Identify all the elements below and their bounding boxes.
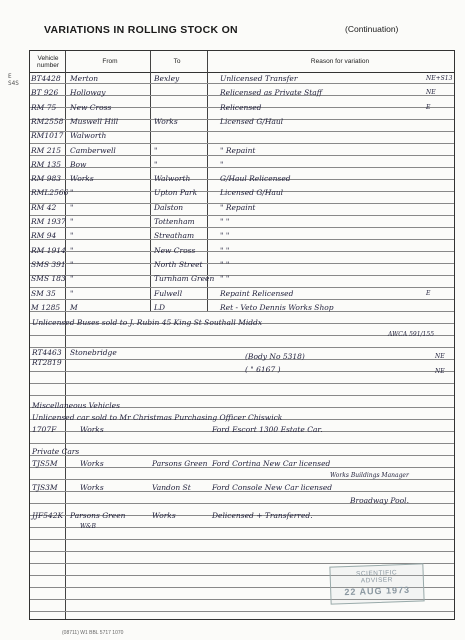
row-note: NE+S13 — [426, 75, 453, 82]
row-from: Walworth — [70, 131, 107, 141]
row-vehicle: RM 215 — [31, 145, 62, 155]
body-note: NE — [435, 353, 445, 360]
row-from: Camberwell — [70, 145, 116, 155]
row-from: M — [70, 302, 78, 312]
row-to: North Street — [154, 259, 203, 269]
row-vehicle: M 1285 — [31, 302, 61, 312]
private-reason: Delicensed + Transferred. — [212, 511, 313, 520]
row-vehicle: SMS 183 — [31, 274, 66, 284]
private-to: Works — [152, 511, 176, 520]
misc-line: Unlicensed car sold to Mr Christmas Purchasing Officer Chiswick — [32, 413, 283, 422]
row-from: Merton — [70, 74, 99, 83]
row-to: New Cross — [154, 245, 196, 255]
row-vehicle: RM 983 — [31, 174, 62, 184]
row-from: " — [70, 217, 74, 226]
private-reason: Ford Cortina New Car licensed — [212, 459, 331, 468]
row-from: " — [70, 231, 74, 241]
received-stamp — [329, 563, 424, 604]
row-reason: " " — [220, 245, 230, 255]
continuation-label: (Continuation) — [345, 24, 399, 34]
row-reason: Relicensed as Private Staff — [220, 88, 323, 98]
row-reason: G/Haul Relicensed — [220, 174, 291, 184]
margin-note: E S4S — [8, 73, 19, 87]
col-from: From — [102, 58, 118, 65]
row-from: " — [70, 259, 74, 269]
body-reason: (Body No 5318) — [245, 352, 305, 361]
private-to: Vandon St — [152, 483, 191, 492]
row-reason: Repaint Relicensed — [220, 288, 294, 298]
row-vehicle: RM 75 — [31, 102, 57, 112]
row-from: " — [70, 288, 74, 298]
row-reason: " — [220, 159, 224, 169]
row-reason: Relicensed — [220, 102, 262, 112]
row-vehicle: SM 35 — [31, 288, 56, 298]
variations-table — [29, 50, 455, 620]
stamp-line-1: SCIENTIFIC — [355, 569, 398, 578]
row-from: " — [70, 188, 74, 198]
ruling-line — [30, 359, 454, 360]
row-to: Fulwell — [154, 288, 183, 298]
private-vehicle: TJS5M — [32, 459, 58, 468]
ruling-line — [30, 299, 454, 300]
divider — [207, 51, 208, 311]
misc-vehicle: 1707F — [32, 425, 57, 434]
misc-from: Works — [80, 425, 104, 434]
col-vehicle-number: Vehicle number — [36, 55, 60, 69]
row-note: E — [426, 103, 431, 111]
ruling-line — [30, 251, 454, 252]
row-from: Muswell Hill — [70, 116, 119, 126]
row-vehicle: SMS 391 — [31, 259, 66, 269]
misc-heading: Miscellaneous Vehicles — [32, 401, 120, 410]
row-vehicle: RM 1914 — [31, 245, 66, 255]
ruling-line — [30, 551, 454, 552]
ruling-line — [30, 611, 454, 612]
row-reason: " " — [220, 217, 230, 226]
private-from: Works — [80, 483, 104, 492]
stamp-date: 22 AUG 1973 — [344, 584, 411, 598]
row-from: " — [70, 245, 74, 255]
row-to: Tottenham — [154, 217, 195, 226]
page-title: VARIATIONS IN ROLLING STOCK ON — [44, 24, 238, 36]
row-to: Turnham Green — [154, 274, 215, 284]
form-footer: (08711) W1 BBL 5717 1070 — [62, 630, 124, 636]
private-to: Parsons Green — [152, 459, 208, 468]
row-to: Streatham — [154, 231, 195, 241]
ruling-line — [30, 455, 454, 456]
private-vehicle: JJF542K — [32, 511, 64, 520]
row-to: Works — [154, 116, 178, 126]
ruling-line — [30, 239, 454, 240]
row-vehicle: RM 94 — [31, 231, 57, 241]
private-reason-2: Broadway Pool. — [350, 496, 409, 505]
body-reason: ( " 6167 ) — [245, 365, 281, 374]
row-reason: Licensed G/Haul — [220, 116, 284, 126]
row-from: Holloway — [70, 88, 106, 98]
col-to: To — [173, 58, 181, 65]
row-from: " — [70, 202, 74, 212]
row-to: Bexley — [154, 74, 180, 83]
row-to: Dalston — [154, 202, 184, 212]
row-from: " — [70, 274, 74, 284]
row-vehicle: RM1017 — [31, 131, 64, 141]
row-from: Bow — [70, 159, 87, 169]
misc-reason: Ford Escort 1300 Estate Car. — [212, 425, 323, 434]
ruling-line — [30, 167, 454, 168]
row-from: New Cross — [70, 102, 112, 112]
row-reason: " " — [220, 259, 230, 269]
row-note: NE — [426, 89, 436, 97]
row-to: Walworth — [154, 174, 191, 184]
ruling-line — [30, 395, 454, 396]
private-from: Parsons Green — [70, 511, 126, 520]
row-to: Upton Park — [154, 188, 198, 198]
body-vehicle: RT4463 — [32, 348, 62, 357]
divider — [150, 51, 151, 311]
private-from-2: W&B — [80, 523, 96, 530]
row-to: LD — [154, 302, 165, 312]
row-vehicle: RM 42 — [31, 202, 57, 212]
private-reason-2: Works Buildings Manager — [330, 472, 409, 479]
body-note: NE — [435, 368, 445, 375]
row-vehicle: BT4428 — [31, 74, 61, 83]
ruling-line — [30, 227, 454, 228]
row-reason: " " — [220, 274, 230, 284]
row-vehicle: BT 926 — [31, 88, 59, 98]
ruling-line — [30, 263, 454, 264]
row-reason: Unlicensed Transfer — [220, 74, 298, 83]
private-vehicle: TJS3M — [32, 483, 58, 492]
row-reason: Licensed G/Haul — [220, 188, 284, 198]
body-from: Stonebridge — [70, 348, 117, 357]
body-vehicle: RT2819 — [32, 358, 62, 367]
private-from: Works — [80, 459, 104, 468]
row-to: " — [154, 159, 158, 169]
row-reason: Ret - Veto Dennis Works Shop — [220, 302, 334, 312]
ruling-line — [30, 275, 454, 276]
ruling-line — [30, 539, 454, 540]
row-vehicle: RM 1937 — [31, 217, 66, 226]
ruling-line — [30, 215, 454, 216]
row-vehicle: RM 135 — [31, 159, 62, 169]
private-reason: Ford Console New Car licensed — [212, 483, 333, 492]
table-header — [30, 51, 454, 73]
row-reason: " " — [220, 231, 230, 241]
ruling-line — [30, 371, 454, 372]
col-reason: Reason for variation — [310, 58, 370, 65]
unlicensed-line: Unlicensed Buses sold to J. Rubin 45 King St Southall Middx — [32, 318, 263, 327]
awca-note: AWCA 591/155 — [388, 331, 435, 338]
ruling-line — [30, 383, 454, 384]
private-heading: Private Cars — [32, 447, 80, 456]
row-vehicle: RML2566 — [31, 188, 69, 198]
row-note: E — [426, 289, 431, 297]
row-reason: " Repaint — [220, 202, 256, 212]
stamp-line-2: ADVISER — [360, 576, 394, 585]
row-from: Works — [70, 174, 94, 184]
ruling-line — [30, 443, 454, 444]
row-reason: " Repaint — [220, 145, 256, 155]
row-vehicle: RM2558 — [31, 116, 64, 126]
row-to: " — [154, 145, 158, 155]
